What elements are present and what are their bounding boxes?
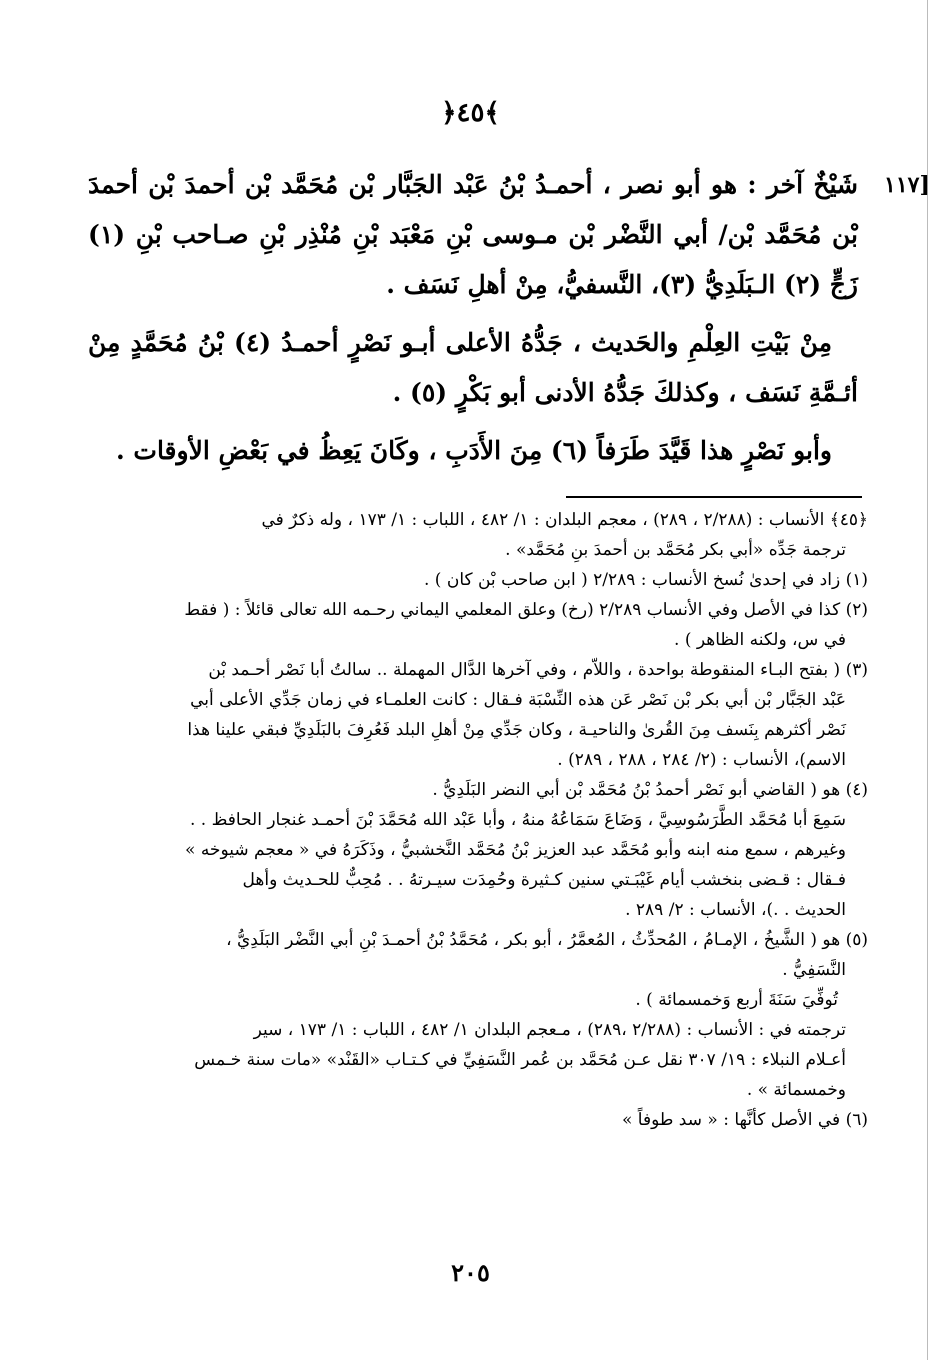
main-paragraph-3: وأبو نَصْرٍ هذا قَيَّدَ طَرَفاً (٦) مِنَ الأَدَبِ ، وكَانَ يَعِظُ في بَعْضِ الأوقات . xyxy=(116,436,832,465)
footnote-line: نَصْر أكثرهم بِنَسف مِنَ القُرىٰ والناحيـة ، وكان جَدِّي مِنْ أهلِ البلد فَعُرِفَ بالبَلَدِيِّ فبقي علينا هذا xyxy=(187,720,846,740)
footnote-separator xyxy=(566,496,862,498)
page-edge-line xyxy=(927,0,928,1360)
footnote-line: (٦) في الأصل كأنَّها : « سد طوفاً » xyxy=(621,1110,868,1130)
footnote-line: (٣) ( بفتح البـاء المنقوطة بواحدة ، واللاّم ، وفي آخرها الدَّال المهملة .. سالتُ أبا نَصْر أحـمد بْن xyxy=(208,660,868,680)
footnote-line: عَبْد الجَبَّار بْن أبي بكر بْن نَصْر عَن هذه النِّسْبَة فـقال : كانت العلمـاء في زمان جَدِّي الأعلى أبي xyxy=(190,690,846,710)
footnote-line: (١) زاد في إحدىٰ نُسخ الأنساب : ٢/٢٨٩ ( ابن صاحب بْن كان ) . xyxy=(423,570,868,590)
footnote-line: وخمسمائة » . xyxy=(746,1080,846,1100)
footnote-line: الاسم)، الأنساب : (٢/ ٢٨٤ ، ٢٨٨ ، ٢٨٩) . xyxy=(557,750,846,770)
main-paragraph-2: مِنْ بَيْتِ العِلْمِ والحَديث ، جَدُّهُ الأعلى أبـو نَصْرٍ أحمـدُ (٤) بْنُ مُحَمَّدٍ مِنْ أئـمَّةِ نَسَف ، وكذلكَ جَدُّهُ الأدنى أبو بَكْرٍ (٥) . xyxy=(88,328,858,407)
page-number: ٢٠٥ xyxy=(451,1258,490,1287)
footnote-line: أعـلام النبلاء : ١٩/ ٣٠٧ نقل عـن مُحَمَّد بن عُمر النَّسَفِيِّ في كـتـاب «القَنْد» «مات سنة خـمس xyxy=(194,1050,846,1070)
footnote-line: ﴿٤٥﴾ الأنساب : (٢/٢٨٨ ، ٢٨٩) ، معجم البلدان : ١/ ٤٨٢ ، اللباب : ١/ ١٧٣ ، وله ذكرٌ في xyxy=(261,510,868,530)
footnotes xyxy=(92,505,868,1135)
footnote-line: ترجمة جَدِّه «أبي بكر مُحَمَّد بن أحمدَ بنِ مُحَمَّد» . xyxy=(505,540,846,560)
footnote-line: في س، ولكنه الظاهر ) . xyxy=(674,630,846,650)
footnote-line: النَّسَفِيُّ . xyxy=(782,960,846,980)
footnote-line: تُوفِّيَ سَنَةَ أربع وَخمسمائة ) . xyxy=(635,990,838,1010)
footnote-line: (٤) هو ( القاضي أبو نَصْر أحمدُ بْنُ مُحَمَّد بْن أبي النضر البَلَدِيُّ . xyxy=(432,780,868,800)
footnote-line: الحديث . .)، الأنساب : ٢/ ٢٨٩ . xyxy=(625,900,846,920)
entry-number: ﴿٤٥﴾ xyxy=(441,98,500,128)
footnote-line: وغيرهم ، سمع منه ابنه وأبو مُحَمَّد عبد العزيز بْنُ مُحَمَّد النَّخشبيُّ ، وذَكَرَهُ في « معجم شيوخه » xyxy=(185,840,846,860)
footnote-line: فـقال : قـضى بنخشب أيام غَيْبَـتي سنين كـثيرة وحُمِدَت سيـرتهُ . . مُحِبٌّ للحـديث وأهل xyxy=(242,870,846,890)
footnote-line: سَمِعَ أبا مُحَمَّد الطَّرَسُوسِيَّ ، وَضَاعَ سَمَاعُهُ منهُ ، وأبا عَبْد الله مُحَمَّدَ بْنَ أحمـد غنجار الحافظ . . xyxy=(190,810,846,830)
margin-reference: [١١٧ xyxy=(884,172,930,198)
footnote-line: (٥) هو ( الشَّيخُ ، الإمـامُ ، المُحدِّثُ ، المُعمَّرُ ، أبو بكر ، مُحَمَّدُ بْنُ أحمـدَ بْنِ أبي النَّضْر البَلَدِيُّ ، xyxy=(226,930,868,950)
footnote-line: (٢) كذا في الأصل وفي الأنساب ٢/٢٨٩ (رخ) وعلق المعلمي اليماني رحـمه الله تعالى قائلاً : ( فقط xyxy=(184,600,868,620)
main-text xyxy=(88,160,858,476)
main-paragraph-1: شَيْخٌ آخر : هو أبو نصر ، أحمـدُ بْنُ عَبْد الجَبَّار بْن مُحَمَّد بْن أحمدَ بْن أحمدَ بْن مُحَمَّد بْن/ أبي النَّضْر بْن مـوسى بْنِ مَعْبَد بْنِ مُنْذِر بْنِ صـاحب بْنِ (١) زَجٍّ (٢) الـبَلَدِيُّ (٣)، النَّسفيُّ، مِنْ أهلِ نَسَف . xyxy=(88,170,858,299)
footnote-line: ترجمته في : الأنساب : (٢/٢٨٨ ،٢٨٩) ، مـعجم البلدان ١/ ٤٨٢ ، اللباب : ١/ ١٧٣ ، سير xyxy=(253,1020,846,1040)
